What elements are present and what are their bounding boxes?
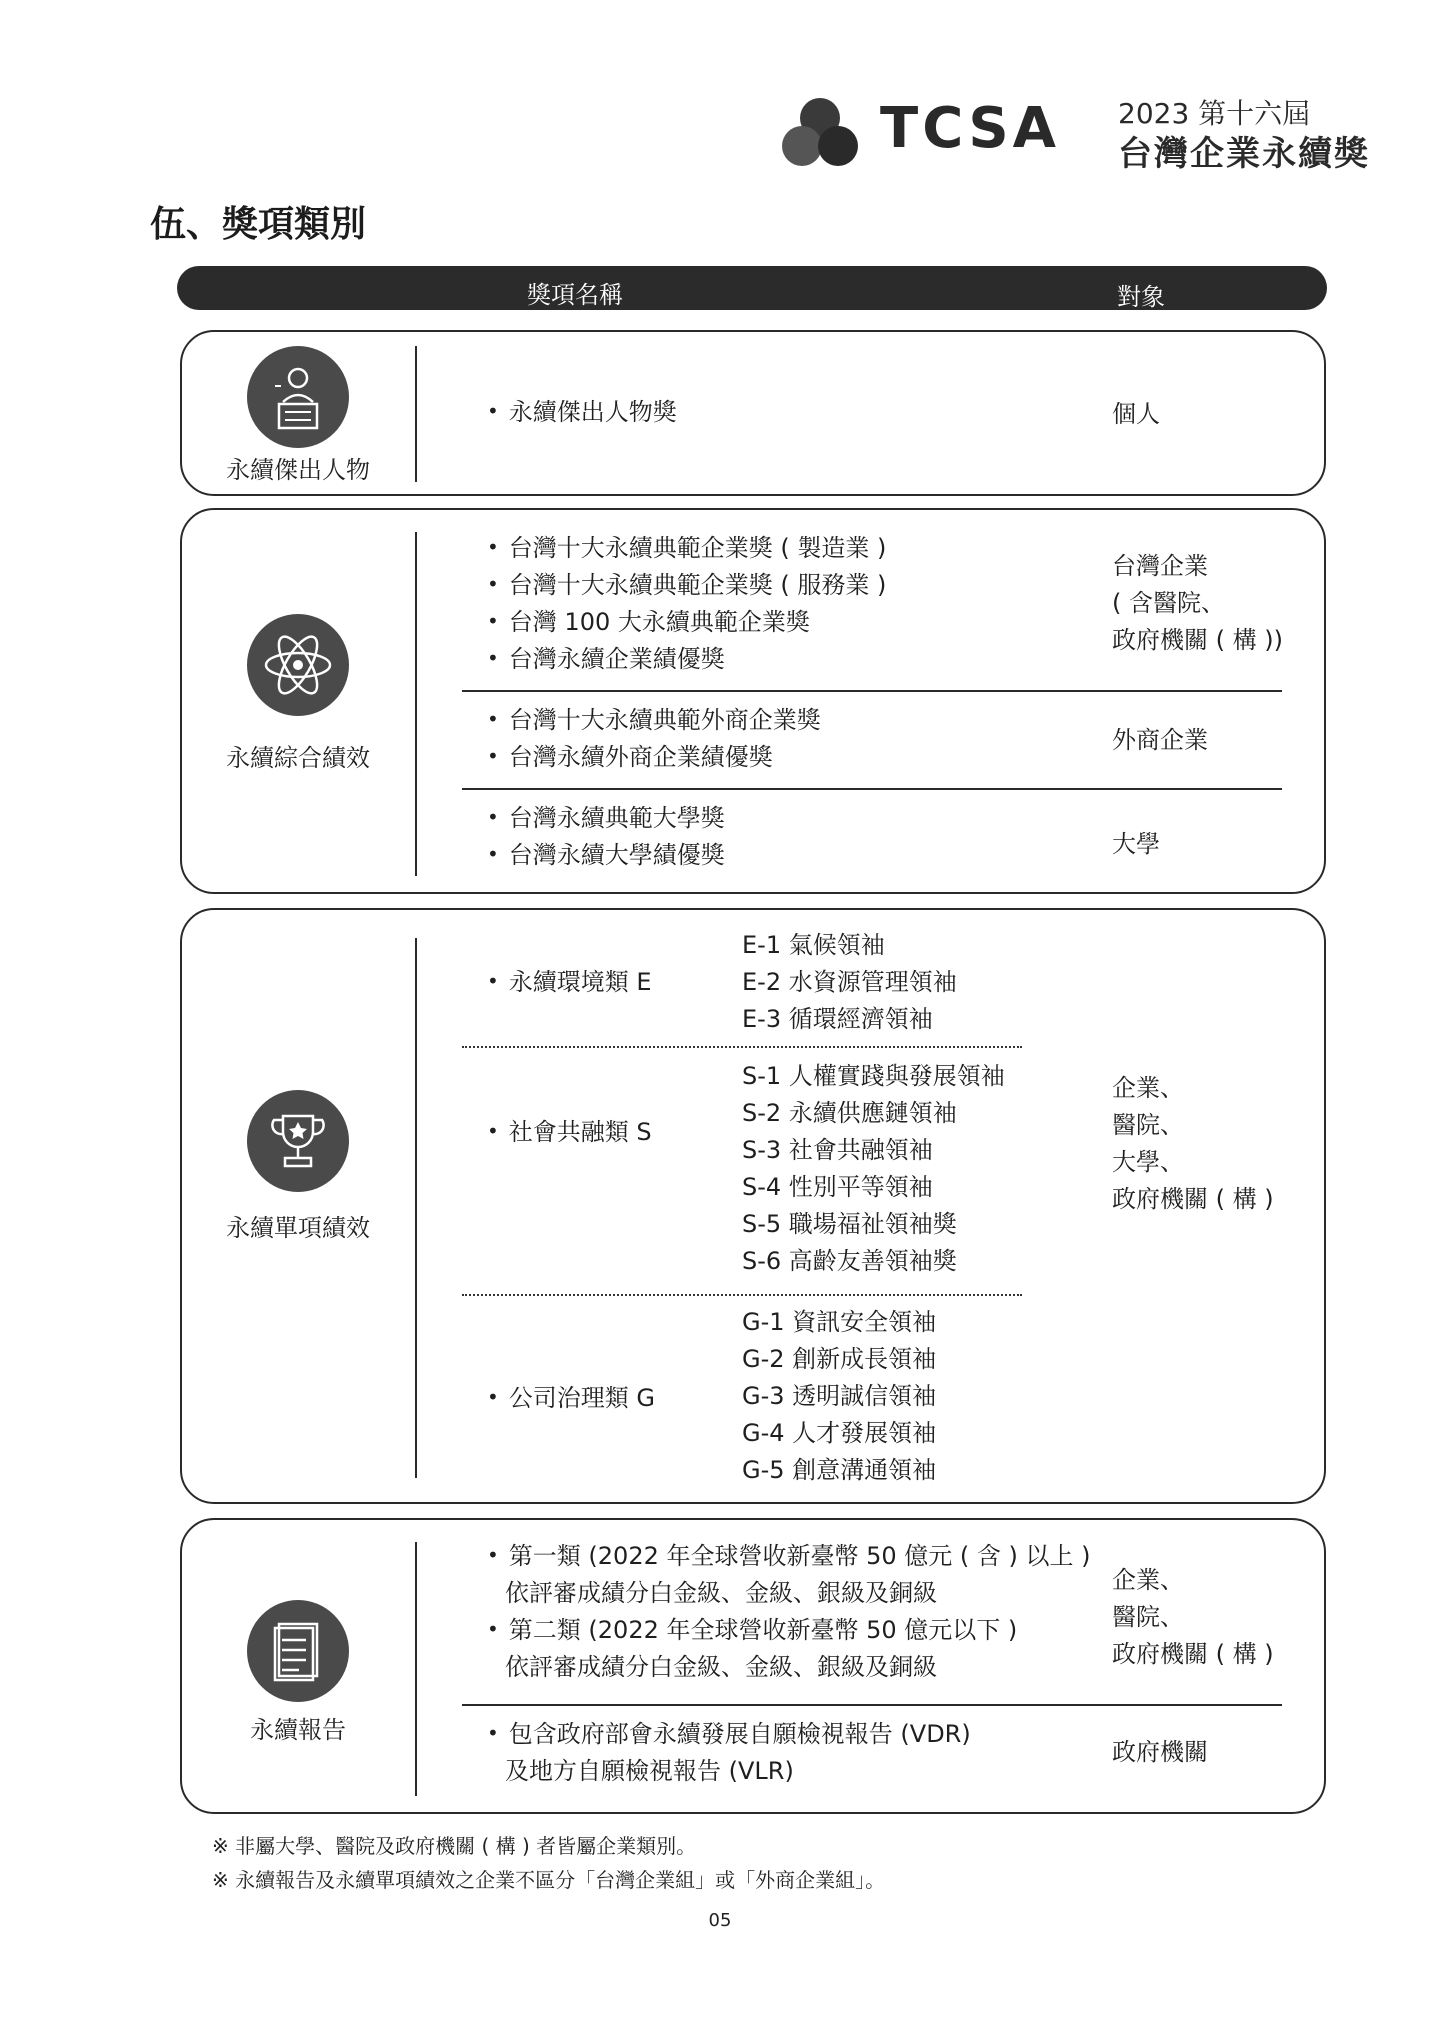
target-line: 政府機關 [1112, 1738, 1208, 1766]
card-report [180, 1518, 1326, 1814]
card-single [180, 908, 1326, 1504]
award-item: • 台灣永續典範大學獎 [487, 800, 725, 838]
section-title: 伍、獎項類別 [150, 203, 367, 245]
divider-vertical [415, 532, 417, 876]
award-item: • 台灣十大永續典範企業獎 ( 製造業 ) [487, 530, 886, 568]
award-item-detail: 依評審成績分白金級、金級、銀級及銅級 [505, 1579, 937, 1607]
target-line: 醫院、 [1112, 1111, 1184, 1139]
table-header [177, 266, 1327, 310]
card-comprehensive [180, 508, 1326, 894]
award-item: S-6 高齡友善領袖獎 [742, 1247, 957, 1275]
target-person: 個人 [1112, 400, 1160, 428]
target-line: 台灣企業 [1112, 552, 1208, 580]
award-item-detail: 依評審成績分白金級、金級、銀級及銅級 [505, 1653, 937, 1681]
award-item: E-1 氣候領袖 [742, 931, 885, 959]
award-item: • 台灣永續企業績優獎 [487, 641, 725, 679]
target-line: 外商企業 [1112, 726, 1208, 754]
target-line: 政府機關 ( 構 )) [1112, 626, 1283, 654]
divider-horizontal [462, 690, 1282, 692]
category-label-report: 永續報告 [250, 1716, 346, 1744]
subcategory-env: • 永續環境類 E [487, 964, 652, 1002]
trophy-icon [247, 1090, 349, 1192]
category-label-single: 永續單項績效 [226, 1214, 370, 1242]
tcsa-logo [780, 92, 1380, 172]
award-item: G-4 人才發展領袖 [742, 1419, 937, 1447]
award-item: • 台灣永續大學績優獎 [487, 837, 725, 875]
target-line: 醫院、 [1112, 1603, 1184, 1631]
award-item: G-3 透明誠信領袖 [742, 1382, 937, 1410]
divider-horizontal [462, 1704, 1282, 1706]
award-item: G-1 資訊安全領袖 [742, 1308, 937, 1336]
document-icon [247, 1600, 349, 1702]
card-person [180, 330, 1326, 496]
divider-vertical [415, 346, 417, 482]
divider-horizontal [462, 788, 1282, 790]
logo-year-edition: 2023 第十六屆 [1118, 97, 1311, 130]
logo-award-name: 台灣企業永續獎 [1118, 134, 1370, 174]
target-line: 大學 [1112, 830, 1160, 858]
divider-vertical [415, 938, 417, 1478]
divider-dotted [462, 1294, 1022, 1296]
category-label-person: 永續傑出人物 [226, 456, 370, 484]
logo-circles-icon [780, 96, 862, 170]
award-item-detail: 及地方自願檢視報告 (VLR) [505, 1757, 794, 1785]
target-line: 政府機關 ( 構 ) [1112, 1185, 1274, 1213]
target-line: ( 含醫院、 [1112, 589, 1225, 617]
header-award-name: 獎項名稱 [527, 281, 623, 309]
footnote: ※ 永續報告及永續單項績效之企業不區分「台灣企業組」或「外商企業組」。 [212, 1868, 886, 1892]
award-item: • 台灣十大永續典範企業獎 ( 服務業 ) [487, 567, 886, 605]
subcategory-gov: • 公司治理類 G [487, 1380, 655, 1418]
subcategory-social: • 社會共融類 S [487, 1114, 652, 1152]
target-line: 大學、 [1112, 1148, 1184, 1176]
award-item: • 永續傑出人物獎 [487, 394, 677, 432]
divider-dotted [462, 1046, 1022, 1048]
award-item: • 台灣永續外商企業績優獎 [487, 739, 773, 777]
award-item: S-4 性別平等領袖 [742, 1173, 933, 1201]
category-label-comprehensive: 永續綜合績效 [226, 744, 370, 772]
speaker-podium-icon [247, 346, 349, 448]
target-line: 企業、 [1112, 1074, 1184, 1102]
footnote: ※ 非屬大學、醫院及政府機關 ( 構 ) 者皆屬企業類別。 [212, 1834, 697, 1858]
award-item: • 台灣 100 大永續典範企業獎 [487, 604, 810, 642]
header-target: 對象 [1117, 283, 1165, 311]
award-item: S-1 人權實踐與發展領袖 [742, 1062, 1005, 1090]
award-item: • 第二類 (2022 年全球營收新臺幣 50 億元以下 ) [487, 1612, 1017, 1650]
award-item: E-3 循環經濟領袖 [742, 1005, 933, 1033]
award-item: G-2 創新成長領袖 [742, 1345, 937, 1373]
divider-vertical [415, 1542, 417, 1796]
target-line: 政府機關 ( 構 ) [1112, 1640, 1274, 1668]
logo-brand: TCSA [880, 96, 1061, 161]
award-item: S-2 永續供應鏈領袖 [742, 1099, 957, 1127]
page-number: 05 [708, 1910, 732, 1931]
award-item: • 台灣十大永續典範外商企業獎 [487, 702, 821, 740]
atom-icon [247, 614, 349, 716]
target-line: 企業、 [1112, 1566, 1184, 1594]
award-item: S-5 職場福祉領袖獎 [742, 1210, 957, 1238]
award-item: S-3 社會共融領袖 [742, 1136, 933, 1164]
award-item: G-5 創意溝通領袖 [742, 1456, 937, 1484]
award-item: • 包含政府部會永續發展自願檢視報告 (VDR) [487, 1716, 971, 1754]
award-item: • 第一類 (2022 年全球營收新臺幣 50 億元 ( 含 ) 以上 ) [487, 1538, 1091, 1576]
award-item: E-2 水資源管理領袖 [742, 968, 957, 996]
